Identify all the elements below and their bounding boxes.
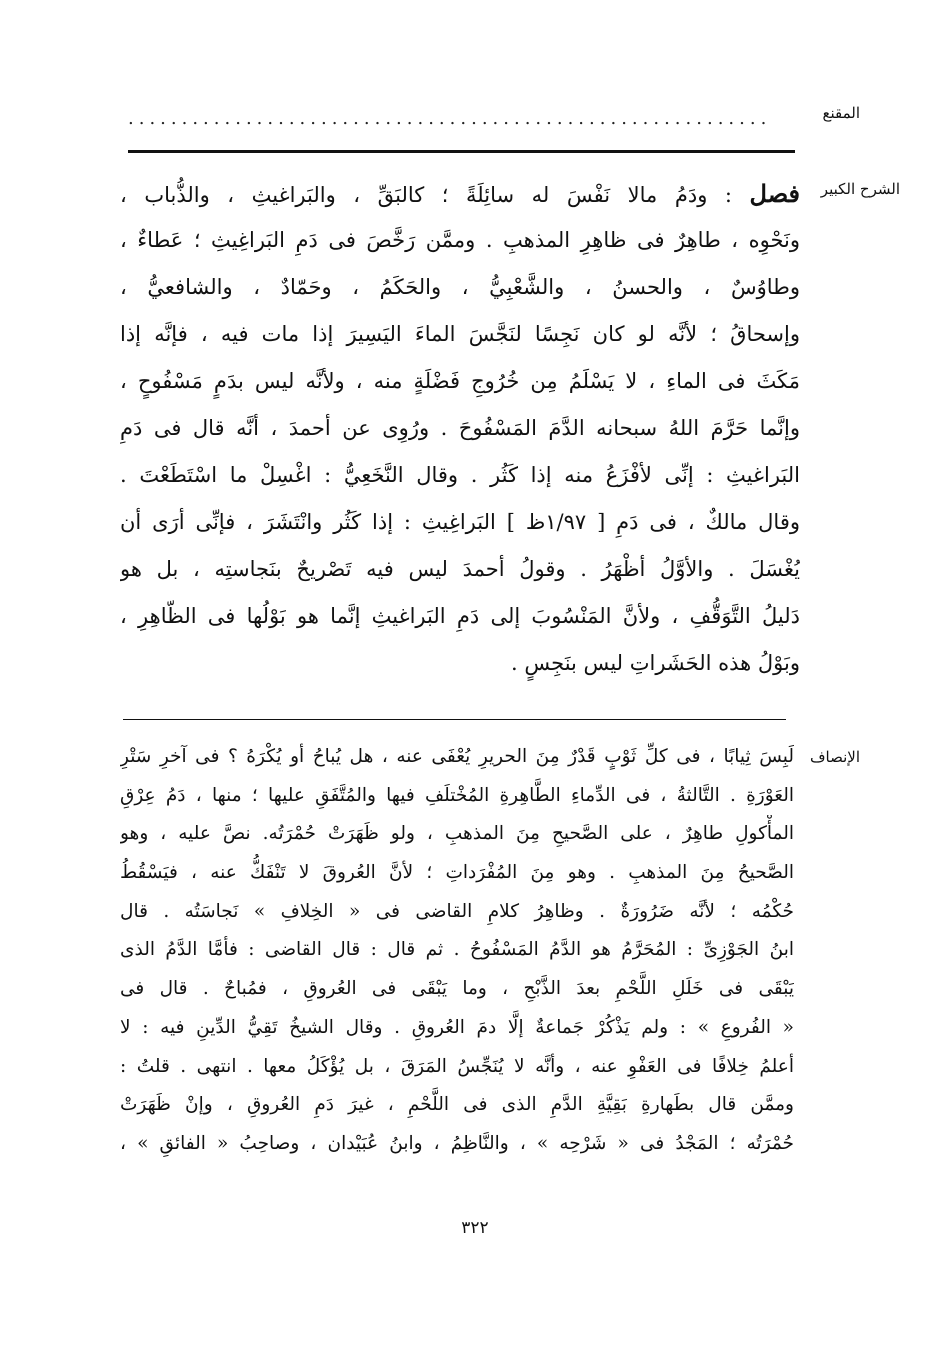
- header-rule: [128, 150, 795, 153]
- text-line-content: : ودَمُ مالا نَفْسَ له سائِلَةً ؛ كالبَقِّ ، والبَراغيثِ ، والذُّباب ،: [120, 183, 750, 207]
- text-line: دَليلُ التَّوَقُّفِ ، ولأنَّ المَنْسُوبَ إلى دَمِ البَراغيثِ إنَّما هو بَوْلُها فى الظّاهِرِ ،: [120, 604, 800, 628]
- text-line: حُمْرَتُه ؛ المَجْدُ فى « شَرْحِه » ، والنَّاظِمُ ، وابنُ عُبَيْدان ، وصاحِبُ « الفائقِ » ،: [120, 1132, 794, 1154]
- ensaf-text: [120, 738, 794, 1164]
- text-line: وقال مالكٌ ، فى دَمِ [ ١/٩٧ظ ] البَراغِيثِ : إذا كَثُر وانْتَشَرَ ، فإنِّى أرَى أن: [120, 510, 800, 534]
- text-line: وإسحاقُ ؛ لأنَّه لو كان نَجِسًا لنَجَّسَ الماءَ اليَسِيرَ إذا مات فيه ، فإنَّه إذا: [120, 322, 800, 346]
- text-line: ابنُ الجَوْزِىِّ : المُحَرَّمُ هو الدَّمُ المَسْفُوحُ . ثم قال : قال القاضى : فأمَّا الدَّمُ الذى: [120, 939, 794, 961]
- text-line: يَبْقَى فى خَلَلِ اللَّحْمِ بعدَ الذَّبْحِ ، وما يَبْقَى فى العُروقِ ، فمُباحٌ . قال فى: [120, 978, 794, 1000]
- text-line: وطاوُسٌ ، والحسنُ ، والشَّعْبِيُّ ، والحَكَمُ ، وحَمّادٌ ، والشافعيُّ ،: [120, 275, 800, 299]
- text-line: أعلمُ خِلافًا فى العَفْوِ عنه ، وأنَّه لا يُنَجِّسُ المَرَقَ ، بل يُؤْكَلُ معها . انتهى . قلتُ :: [120, 1055, 794, 1077]
- text-line: وإنَّما حَرَّمَ اللهُ سبحانه الدَّمَ المَسْفُوحَ . ورُوِى عن أحمدَ ، أنَّه قال فى دَمِ: [120, 416, 800, 440]
- text-line: وممَّن قال بطَهارةِ بَقِيَّةِ الدَّمِ الذى فى اللَّحْمِ ، غيرَ دَمِ العُروقِ ، وإنْ ظَهَرَتْ: [120, 1094, 794, 1116]
- text-line: المأْكولِ طاهِرٌ ، على الصَّحيحِ مِنَ المذهبِ ، ولو ظَهَرَتْ حُمْرَتُه. نصَّ عليه ، وهو: [120, 823, 794, 845]
- ensaf-side-label: الإنصاف: [809, 748, 860, 766]
- text-line: مَكَثَ فى الماءِ ، لا يَسْلَمُ مِن خُرُوجِ فَضْلَةٍ منه ، ولأنَّه ليس بدَمٍ مَسْفُوحٍ ،: [120, 369, 800, 393]
- text-line: حُكْمُه ؛ لأنَّه ضَرُورَةٌ . وظاهِرُ كلامِ القاضى فى « الخِلافِ » نَجاسَتُه . قال: [120, 900, 794, 922]
- book-title-label: المقنع: [822, 104, 860, 122]
- text-line: ونَحْوِه ، طاهِرٌ فى ظاهِرِ المذهبِ . وممَّن رَخَّصَ فى دَمِ البَراغِيثِ ؛ عَطاءٌ ،: [120, 228, 800, 252]
- text-line: [120, 170, 800, 217]
- text-line: لَبِسَ ثِيابًا ، فى كلِّ ثَوْبٍ قَدْرٌ مِنَ الحريرِ يُعْفَى عنه ، هل يُباحُ أو يُكْرَهُ ؟ فى آخرِ سَتْرِ: [120, 746, 794, 767]
- text-line: البَراغيثِ : إنِّى لأفْزَعُ منه إذا كَثُر . وقال النَّخَعِيُّ : اغْسِلْ ما اسْتَطَعْتَ .: [120, 463, 800, 487]
- text-line: وبَوْلُ هذه الحَشَراتِ ليس بنَجِسٍ .: [511, 651, 800, 675]
- section-heading-word: فصل: [749, 179, 800, 208]
- text-line: يُغْسَلَ . والأوَّلُ أظْهَرُ . وقولُ أحمدَ ليس فيه تَصْريحٌ بنَجاستِه ، بل هو: [120, 557, 800, 581]
- section-divider: [123, 719, 786, 720]
- text-line: الصَّحيحُ مِنَ المذهبِ . وهو مِنَ المُفْرَداتِ ؛ لأنَّ العُروقَ لا تَنْفَكُّ عنه ، فيَسْقُطُ: [120, 862, 794, 884]
- text-line: العَوْرَةِ . التَّالثةُ ، فى الدِّماءِ الطَّاهِرةِ المُخْتلَفِ فيها والمُتَّفَقِ عليها ؛ منها ، دَمُ عِرْقِ: [120, 784, 794, 806]
- page-number: ٣٢٢: [461, 1218, 489, 1238]
- header-dotted-rule: ............................................................: [128, 108, 772, 126]
- main-commentary-text: [120, 170, 800, 687]
- text-line: « الفُروعِ » : ولم يَذْكُرْ جَماعةٌ إلَّا دمَ العُروقِ . وقال الشيخُ تَقِيُّ الدِّينِ فيه : لا: [120, 1016, 794, 1038]
- commentary-side-label: الشرح الكبير: [820, 180, 900, 198]
